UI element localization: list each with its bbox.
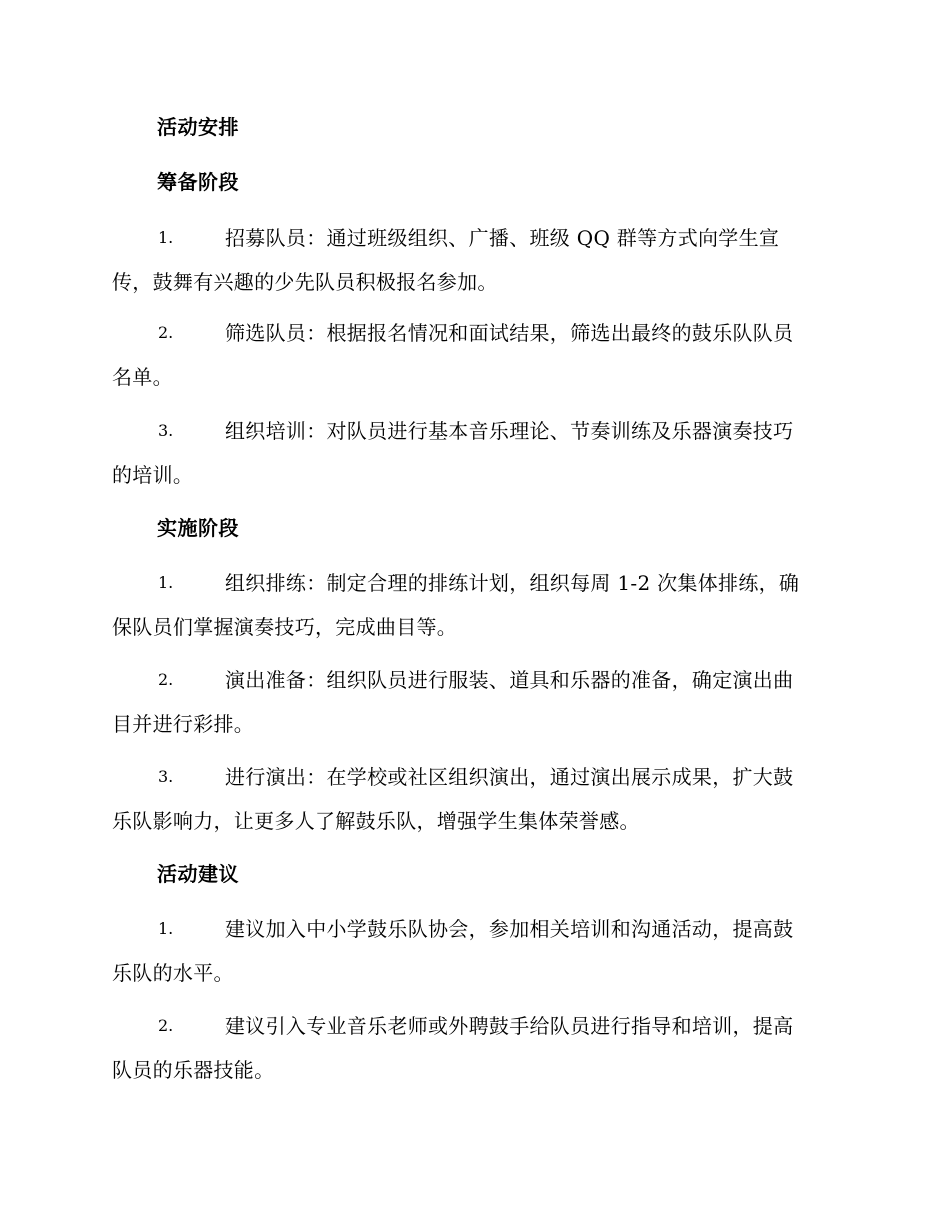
heading-activity-suggestions: 活动建议 [157, 862, 239, 886]
list-text-line: 乐队的水平。 [112, 961, 234, 985]
list-text-line: 组织排练：制定合理的排练计划，组织每周 1-2 次集体排练，确 [225, 571, 800, 595]
list-text-line: 传，鼓舞有兴趣的少先队员积极报名参加。 [112, 270, 498, 294]
list-text-line: 建议加入中小学鼓乐队协会，参加相关培训和沟通活动，提高鼓 [225, 917, 794, 941]
list-number: 1. [158, 919, 174, 938]
heading-implementation-stage: 实施阶段 [157, 516, 239, 540]
list-number: 2. [158, 670, 174, 689]
list-number: 3. [158, 767, 174, 786]
list-item [112, 311, 834, 399]
list-text-line: 乐队影响力，让更多人了解鼓乐队，增强学生集体荣誉感。 [112, 809, 640, 833]
list-number: 1. [158, 228, 174, 247]
list-item [112, 561, 834, 649]
list-number: 3. [158, 421, 174, 440]
list-item [112, 755, 834, 843]
list-text-line: 建议引入专业音乐老师或外聘鼓手给队员进行指导和培训，提高 [225, 1014, 794, 1038]
list-number: 1. [158, 573, 174, 592]
list-text-line: 队员的乐器技能。 [112, 1058, 275, 1082]
heading-activity-arrangement: 活动安排 [157, 115, 239, 139]
list-text-line: 保队员们掌握演奏技巧，完成曲目等。 [112, 615, 458, 639]
list-item [112, 216, 834, 304]
list-text-line: 招募队员：通过班级组织、广播、班级 QQ 群等方式向学生宣 [225, 226, 780, 250]
list-item [112, 409, 834, 497]
list-text-line: 的培训。 [112, 463, 194, 487]
list-text-line: 进行演出：在学校或社区组织演出，通过演出展示成果，扩大鼓 [225, 765, 794, 789]
list-item [112, 1004, 834, 1092]
list-number: 2. [158, 323, 174, 342]
list-text-line: 筛选队员：根据报名情况和面试结果，筛选出最终的鼓乐队队员 [225, 321, 794, 345]
list-text-line: 名单。 [112, 365, 173, 389]
list-item [112, 658, 834, 746]
heading-preparation-stage: 筹备阶段 [157, 170, 239, 194]
list-text-line: 目并进行彩排。 [112, 712, 255, 736]
list-item [112, 907, 834, 995]
list-text-line: 组织培训：对队员进行基本音乐理论、节奏训练及乐器演奏技巧 [225, 419, 794, 443]
list-text-line: 演出准备：组织队员进行服装、道具和乐器的准备，确定演出曲 [225, 668, 794, 692]
list-number: 2. [158, 1016, 174, 1035]
